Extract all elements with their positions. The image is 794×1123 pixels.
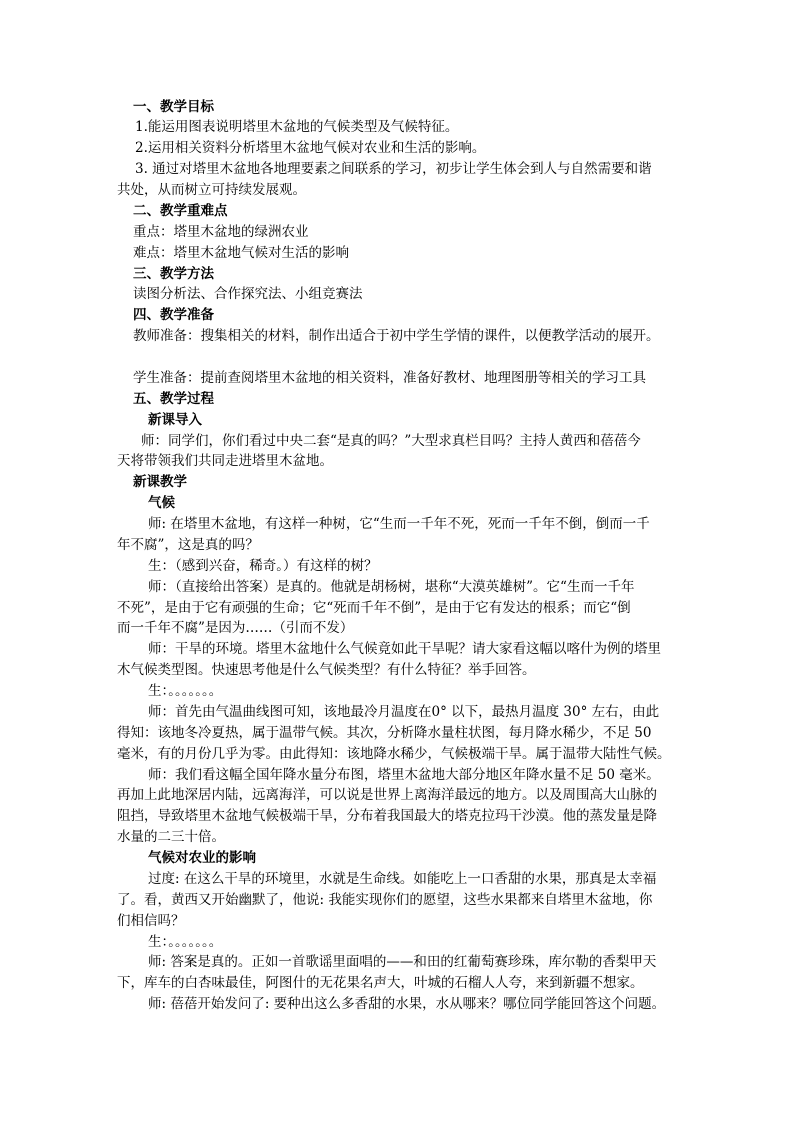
methods-text: 读图分析法、合作探究法、小组竞赛法 [133,286,363,303]
subheading-intro: 新课导入 [148,411,202,428]
climate-paragraph-line: 水量的二三十倍。 [117,829,225,846]
key-point-difficulty: 难点：塔里木盆地气候对生活的影响 [133,244,349,261]
section-key-points [0,201,794,264]
climate-paragraph-line: 师：干旱的环境。塔里木盆地什么气候竟如此干旱呢？请大家看这幅以喀什为例的塔里 [148,641,661,658]
lesson-plan [0,97,794,1016]
climate-paragraph-line: 木气候类型图。快速思考他是什么气候类型？有什么特征？举手回答。 [117,662,536,679]
section-methods [0,264,794,306]
section-heading-objectives: 一、教学目标 [133,98,214,115]
agriculture-paragraph-line: 师: 蓓蓓开始发问了: 要种出这么多香甜的水果，水从哪来？哪位同学能回答这个问题。 [148,996,666,1013]
section-heading-key-points: 二、教学重难点 [133,202,228,219]
climate-paragraph-line: 师：（直接给出答案）是真的。他就是胡杨树，堪称“大漠英雄树”。它“生而一千年 [148,578,635,595]
section-process [0,389,794,1015]
objective-item-2: 2.运用相关资料分析塔里木盆地气候对农业和生活的影响。 [135,140,486,157]
climate-paragraph-line: 不死”，是由于它有顽强的生命；它“死而千年不倒”，是由于它有发达的根系；而它“倒 [117,599,631,616]
student-preparation: 学生准备：提前查阅塔里木盆地的相关资料，准备好教材、地理图册等相关的学习工具 [133,369,646,386]
climate-paragraph-line: 再加上此地深居内陆，远离海洋，可以说是世界上离海洋最远的地方。以及周围高大山脉的 [117,787,657,804]
agriculture-paragraph-line: 生：。。。。。。。 [148,933,223,950]
subheading-climate: 气候 [148,495,175,512]
agriculture-paragraph-line: 过度: 在这么干旱的环境里，水就是生命线。如能吃上一口香甜的水果，那真是太幸福 [148,870,657,887]
intro-paragraph-line: 师：同学们，你们看过中央二套“是真的吗？”大型求真栏目吗？主持人黄西和蓓蓓今 [141,432,641,449]
subheading-new-lesson: 新课教学 [133,474,187,491]
climate-block [0,493,794,848]
section-heading-process: 五、教学过程 [133,390,214,407]
climate-paragraph-line: 生：（感到兴奋，稀奇。）有这样的树？ [148,557,378,574]
objective-item-1: 1.能运用图表说明塔里木盆地的气候类型及气候特征。 [135,119,459,136]
section-heading-methods: 三、教学方法 [133,265,214,282]
section-preparation [0,305,794,389]
climate-paragraph-line: 师：我们看这幅全国年降水量分布图，塔里木盆地大部分地区年降水量不足 50 毫米。 [148,766,660,783]
climate-paragraph-line: 而一千年不腐”是因为……（引而不发） [117,620,354,637]
intro-paragraph-line: 天将带领我们共同走进塔里木盆地。 [117,453,333,470]
climate-paragraph-line: 阻挡，导致塔里木盆地气候极端干旱，分布着我国最大的塔克拉玛干沙漠。他的蒸发量是降 [117,808,657,825]
agriculture-paragraph-line: 们相信吗？ [117,912,185,929]
section-heading-preparation: 四、教学准备 [133,307,214,324]
section-objectives [0,97,794,201]
climate-paragraph-line: 师：首先由气温曲线图可知，该地最冷月温度在0° 以下，最热月温度 30° 左右，由此 [148,703,660,720]
teacher-preparation: 教师准备：搜集相关的材料，制作出适合于初中学生学情的课件，以便教学活动的展开。 [133,328,660,345]
subheading-agriculture: 气候对农业的影响 [148,850,256,866]
climate-paragraph-line: 得知：该地冬冷夏热，属于温带气候。其次，分析降水量柱状图，每月降水稀少，不足 50 [117,724,652,741]
blank-line [0,347,794,368]
agriculture-paragraph-line: 下，库车的白杏味最佳，阿图什的无花果名声大，叶城的石榴人人夸，来到新疆不想家。 [117,975,644,992]
agriculture-paragraph-line: 师: 答案是真的。正如一首歌谣里面唱的——和田的红葡萄赛珍珠，库尔勒的香梨甲天 [148,954,657,971]
key-point-focus: 重点：塔里木盆地的绿洲农业 [133,223,309,240]
agriculture-paragraph-line: 了。看，黄西又开始幽默了，他说: 我能实现你们的愿望，这些水果都来自塔里木盆地，你 [117,891,653,908]
climate-paragraph-line: 毫米，有的月份几乎为零。由此得知：该地降水稀少，气候极端干旱。属于温带大陆性气候。 [117,745,671,762]
climate-paragraph-line: 师: 在塔里木盆地，有这样一种树，它“生而一千年不死，死而一千年不倒，倒而一千 [148,516,650,532]
objective-item-3-continued: 共处，从而树立可持续发展观。 [117,182,306,198]
climate-paragraph-line: 年不腐”，这是真的吗？ [117,536,259,553]
objective-item-3: 3. 通过对塔里木盆地各地理要素之间联系的学习，初步让学生体会到人与自然需要和谐 [135,161,652,178]
agriculture-block [0,848,794,1015]
climate-paragraph-line: 生：。。。。。。。 [148,683,223,699]
